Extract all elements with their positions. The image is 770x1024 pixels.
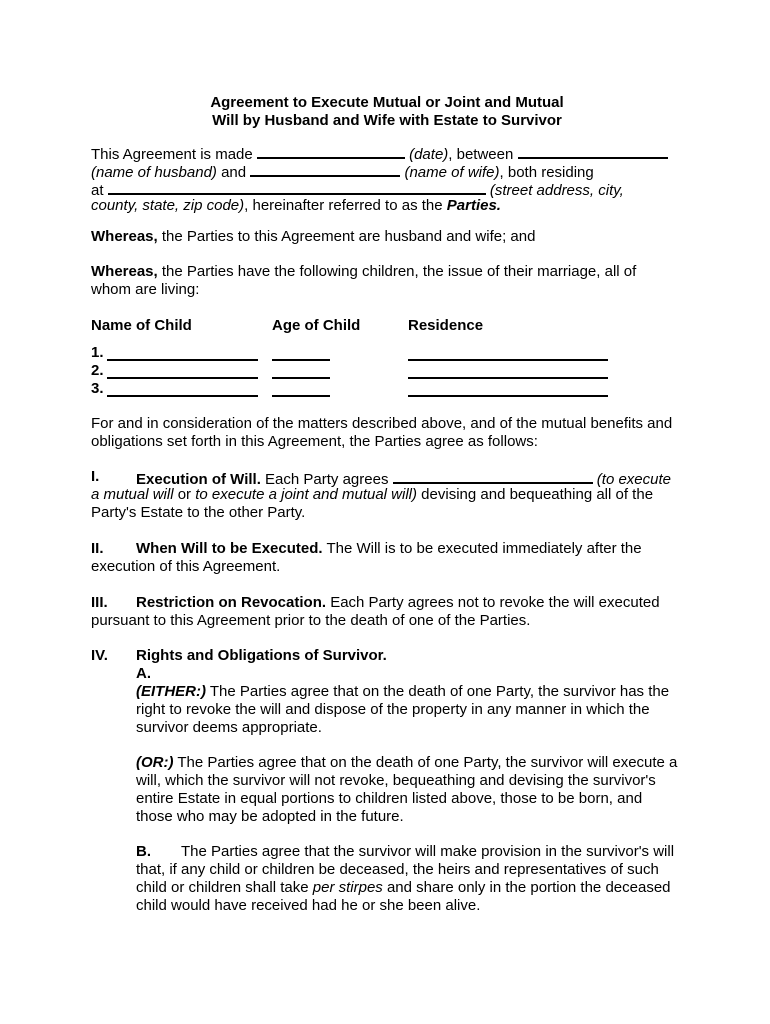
child-1-age-blank[interactable] [272,345,330,361]
section-1-line3: Party's Estate to the other Party. [91,504,306,521]
child-2-name-blank[interactable] [107,363,258,379]
section-2-line1: When Will to be Executed. The Will is to be executed immediately after the [136,540,642,557]
wife-hint: (name of wife) [404,164,500,181]
header-name-of-child: Name of Child [91,317,192,334]
child-row-2-number: 2. [91,362,104,379]
section-3-line2: pursuant to this Agreement prior to the death of one of the Parties. [91,612,531,629]
whereas-paragraph-2-line1: Whereas, the Parties have the following children, the issue of their marriage, all of [91,263,637,280]
either-line3: survivor deems appropriate. [136,719,322,736]
section-4-a-label: A. [136,665,151,682]
child-row-3-number: 3. [91,380,104,397]
execution-type-blank[interactable] [393,468,593,484]
section-2-number: II. [91,540,104,557]
whereas-paragraph-1: Whereas, the Parties to this Agreement are husband and wife; and [91,228,536,245]
intro-line4: county, state, zip code), hereinafter referred to as the Parties. [91,197,501,214]
per-stirpes-term: per stirpes [312,879,383,896]
husband-name-blank[interactable] [518,143,668,159]
section-3-number: III. [91,594,108,611]
either-label: (EITHER:) [136,683,206,700]
section-1-heading: Execution of Will. [136,471,261,488]
section-2-heading: When Will to be Executed. [136,540,323,557]
date-hint: (date) [409,146,449,163]
intro-line2: (name of husband) and (name of wife), both residing [91,161,594,182]
child-1-name-blank[interactable] [107,345,258,361]
header-age-of-child: Age of Child [272,317,361,334]
section-3-heading: Restriction on Revocation. [136,594,327,611]
section-4-heading: Rights and Obligations of Survivor. [136,647,387,664]
wife-name-blank[interactable] [250,161,400,177]
or-line4: those who may be adopted in the future. [136,808,404,825]
child-2-age-blank[interactable] [272,363,330,379]
document-title-line1: Agreement to Execute Mutual or Joint and Mutual [210,94,564,111]
date-blank[interactable] [257,143,405,159]
child-row-1-number: 1. [91,344,104,361]
husband-hint: (name of husband) [91,164,217,181]
address-blank[interactable] [108,179,486,195]
intro-line3: at (street address, city, [91,179,624,200]
section-3-line1: Restriction on Revocation. Each Party agrees not to revoke the will executed [136,594,660,611]
intro-line1: This Agreement is made (date), between [91,143,668,164]
or-line1: (OR:) The Parties agree that on the death of one Party, the survivor will execute a [136,754,678,771]
or-label: (OR:) [136,754,174,771]
child-1-residence-blank[interactable] [408,345,608,361]
address-hint-1: (street address, city, [489,182,624,199]
child-3-age-blank[interactable] [272,381,330,397]
child-2-residence-blank[interactable] [408,363,608,379]
b-line1: The Parties agree that the survivor will make provision in the survivor's will [181,843,675,860]
section-1-line2: a mutual will or to execute a joint and mutual will) devising and bequeathing all of the [91,486,654,503]
child-3-name-blank[interactable] [107,381,258,397]
either-line2: right to revoke the will and dispose of the property in any manner in which the [136,701,650,718]
whereas-paragraph-2-line2: whom are living: [91,281,200,298]
b-line2: that, if any child or children be deceased, the heirs and representatives of such [136,861,659,878]
either-line1: (EITHER:) The Parties agree that on the death of one Party, the survivor has the [136,683,670,700]
section-4-number: IV. [91,647,108,664]
or-line2: will, which the survivor will not revoke, bequeathing and devising the survivor's [136,772,656,789]
or-line3: entire Estate in equal portions to children listed above, those to be born, and [136,790,643,807]
consideration-line2: obligations set forth in this Agreement, the Parties agree as follows: [91,433,538,450]
consideration-line1: For and in consideration of the matters described above, and of the mutual benefits and [91,415,673,432]
section-1-line1: Execution of Will. Each Party agrees (to execute [136,468,671,489]
section-4-b-label: B. [136,843,151,860]
section-1-number: I. [91,468,100,485]
child-3-residence-blank[interactable] [408,381,608,397]
header-residence: Residence [408,317,484,334]
address-hint-2: county, state, zip code) [91,197,245,214]
section-2-line2: execution of this Agreement. [91,558,281,575]
b-line3: child or children shall take per stirpes and share only in the portion the deceased [136,879,671,896]
b-line4: child would have received had he or she been alive. [136,897,481,914]
document-title-line2: Will by Husband and Wife with Estate to Survivor [212,112,562,129]
parties-term: Parties. [446,197,501,214]
